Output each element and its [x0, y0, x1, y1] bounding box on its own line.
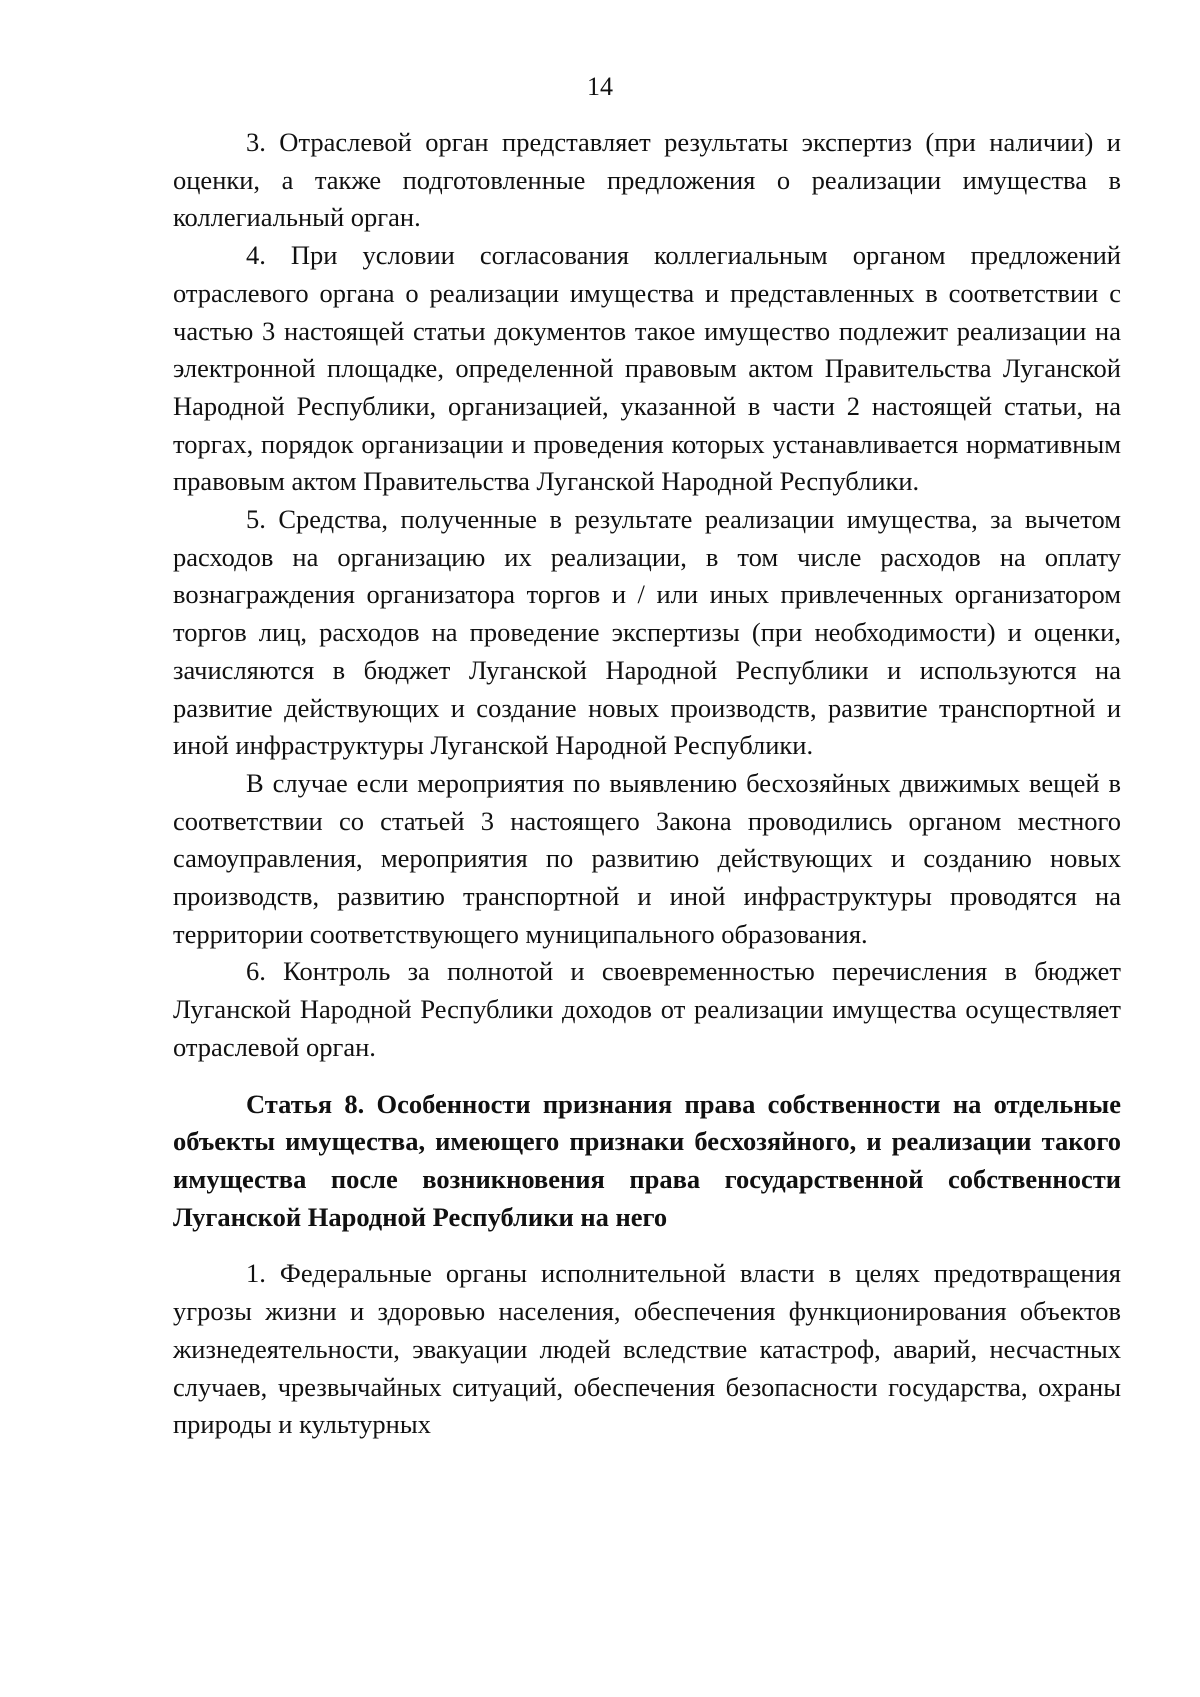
paragraph-5-continuation: В случае если мероприятия по выявлению бесхозяйных движимых вещей в соответствии со статьей 3 настоящего Закона проводились органом местного самоуправления, мероприятия по развитию действующих и созданию новых производств, развитию транспортной и иной инфраструктуры проводятся на территории соответствующего муниципального образования. — [173, 767, 1121, 949]
paragraph-5: 5. Средства, полученные в результате реализации имущества, за вычетом расходов на организацию их реализации, в том числе расходов на оплату вознаграждения организатора торгов и / или иных привлеченных организатором торгов лиц, расходов на проведение экспертизы (при необходимости) и оценки, зачисляются в бюджет Луганской Народной Республики и используются на развитие действующих и создание новых производств, развитие транспортной и иной инфраструктуры Луганской Народной Республики. — [173, 504, 1121, 761]
paragraph-3: 3. Отраслевой орган представляет результаты экспертиз (при наличии) и оценки, а также подготовленные предложения о реализации имущества в коллегиальный орган. — [173, 127, 1121, 233]
paragraph-6: 6. Контроль за полнотой и своевременностью перечисления в бюджет Луганской Народной Республики доходов от реализации имущества осуществляет отраслевой орган. — [173, 956, 1121, 1062]
article-8-paragraph-1: 1. Федеральные органы исполнительной власти в целях предотвращения угрозы жизни и здоровью населения, обеспечения функционирования объектов жизнедеятельности, эвакуации людей вследствие катастроф, аварий, несчастных случаев, чрезвычайных ситуаций, обеспечения безопасности государства, охраны природы и культурных — [173, 1258, 1121, 1440]
article-8-title: Статья 8. Особенности признания права собственности на отдельные объекты имущества, имеющего признаки бесхозяйного, и реализации такого имущества после возникновения права государственной собственности Луганской Народной Республики на него — [173, 1088, 1121, 1232]
page-number: 14 — [587, 72, 613, 101]
paragraph-4: 4. При условии согласования коллегиальным органом предложений отраслевого органа о реализации имущества и представленных в соответствии с частью 3 настоящей статьи документов такое имущество подлежит реализации на электронной площадке, определенной правовым актом Правительства Луганской Народной Республики, организацией, указанной в части 2 настоящей статьи, на торгах, порядок организации и проведения которых устанавливается нормативным правовым актом Правительства Луганской Народной Республики. — [173, 240, 1121, 497]
document-body — [173, 124, 1121, 1444]
